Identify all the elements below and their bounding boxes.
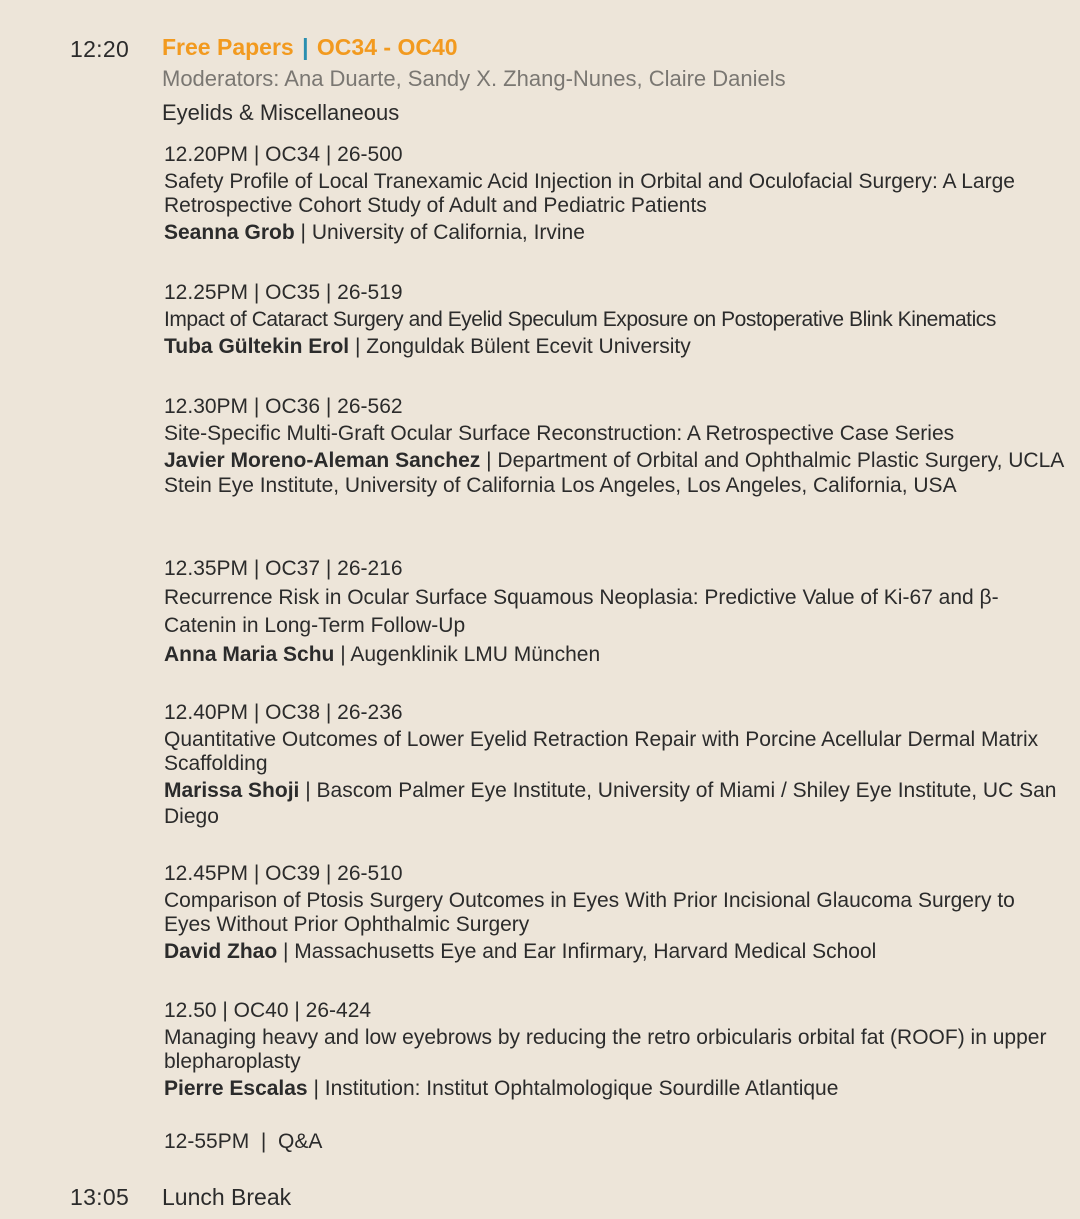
paper-title: Managing heavy and low eyebrows by reducing the retro orbicularis orbital fat (ROOF) in upper blepharoplasty [164,1026,1047,1073]
paper-code: 12.40PM | OC38 | 26-236 [164,701,403,724]
session-code-range: OC34 - OC40 [316,34,458,60]
paper-author-line [164,1076,1064,1102]
paper-affiliation: | University of California, Irvine [294,221,585,244]
paper-title: Site-Specific Multi-Graft Ocular Surface Reconstruction: A Retrospective Case Series [164,422,955,445]
paper-affiliation: | Zonguldak Bülent Ecevit University [349,335,691,358]
paper-code: 12.20PM | OC34 | 26-500 [164,143,403,166]
paper-item [164,556,1064,668]
paper-item [164,280,1064,360]
paper-code: 12.45PM | OC39 | 26-510 [164,862,403,885]
paper-item [164,861,1064,965]
paper-author: Marissa Shoji [164,779,300,802]
paper-affiliation: | Augenklinik LMU München [334,643,601,666]
paper-author: David Zhao [164,940,278,963]
paper-author-line [164,642,1064,668]
qa-label: 12-55PM | Q&A [164,1130,323,1153]
paper-author: Seanna Grob [164,221,295,244]
qa-slot [164,1130,322,1154]
paper-code: 12.30PM | OC36 | 26-562 [164,395,403,418]
paper-title: Impact of Cataract Surgery and Eyelid Speculum Exposure on Postoperative Blink Kinematics [164,308,996,331]
lunch-break: Lunch Break [162,1184,292,1210]
paper-code: 12.50 | OC40 | 26-424 [164,999,372,1022]
paper-title: Safety Profile of Local Tranexamic Acid Injection in Orbital and Oculofacial Surgery: A Large Retrospective Cohort Study of Adult and Pediatric Patients [164,170,1015,217]
session-title [162,34,458,61]
paper-author-line [164,334,1064,360]
paper-author: Pierre Escalas [164,1077,308,1100]
paper-affiliation: | Institution: Institut Ophtalmologique Sourdille Atlantique [307,1077,839,1100]
paper-author-line [164,220,1064,246]
paper-code: 12.25PM | OC35 | 26-519 [164,281,403,304]
moderators: Moderators: Ana Duarte, Sandy X. Zhang-Nunes, Claire Daniels [162,66,786,91]
paper-item [164,700,1064,830]
paper-affiliation: | Department of Orbital and Ophthalmic Plastic Surgery, UCLA Stein Eye Institute, University of California Los Angeles, Los Angeles, California, USA [164,449,1064,497]
paper-author-line [164,448,1064,498]
paper-affiliation: | Bascom Palmer Eye Institute, University of Miami / Shiley Eye Institute, UC San Diego [164,779,1057,828]
paper-code: 12.35PM | OC37 | 26-216 [164,557,403,580]
session-category: Eyelids & Miscellaneous [162,100,400,125]
paper-author: Anna Maria Schu [164,643,335,666]
lunch-time: 13:05 [70,1184,130,1210]
paper-item [164,998,1064,1102]
paper-author: Tuba Gültekin Erol [164,335,350,358]
paper-author-line [164,778,1064,830]
paper-title: Recurrence Risk in Ocular Surface Squamous Neoplasia: Predictive Value of Ki-67 and β-Catenin in Long-Term Follow-Up [164,586,999,637]
paper-author: Javier Moreno-Aleman Sanchez [164,449,481,472]
session-time: 12:20 [70,36,130,62]
paper-author-line [164,939,1064,965]
paper-item [164,142,1064,246]
paper-item [164,394,1064,498]
paper-title: Comparison of Ptosis Surgery Outcomes in Eyes With Prior Incisional Glaucoma Surgery to Eyes Without Prior Ophthalmic Surgery [164,889,1015,936]
paper-title: Quantitative Outcomes of Lower Eyelid Retraction Repair with Porcine Acellular Dermal Matrix Scaffolding [164,728,1039,775]
title-separator: | [302,34,309,60]
session-title-label: Free Papers [162,34,294,60]
paper-affiliation: | Massachusetts Eye and Ear Infirmary, Harvard Medical School [277,940,877,963]
